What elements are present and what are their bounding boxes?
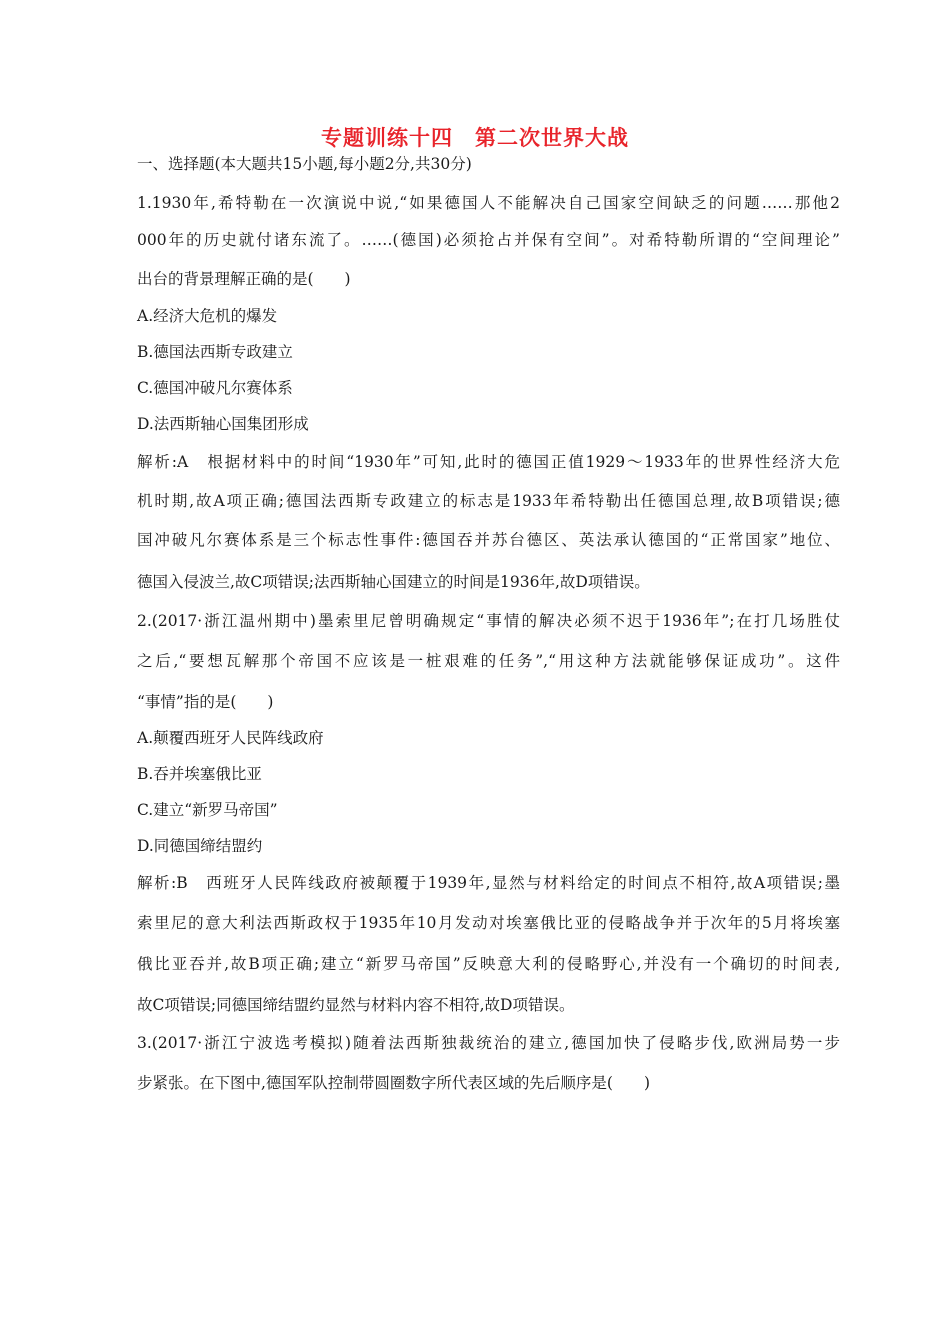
q1-analysis-line-1: 解析:A 根据材料中的时间“1930年”可知,此时的德国正值1929～1933年的世界性经济大危: [137, 453, 840, 471]
section-heading: 一、选择题(本大题共15小题,每小题2分,共30分): [137, 155, 472, 173]
q2-option-c: C.建立“新罗马帝国”: [137, 801, 278, 819]
q1-option-c: C.德国冲破凡尔赛体系: [137, 379, 293, 397]
q2-stem-line-2: 之后,“要想瓦解那个帝国不应该是一桩艰难的任务”,“用这种方法就能够保证成功”。这件: [137, 652, 840, 670]
q1-stem-line-3: 出台的背景理解正确的是( ): [137, 270, 351, 288]
q1-option-d: D.法西斯轴心国集团形成: [137, 415, 309, 433]
q2-analysis-line-2: 索里尼的意大利法西斯政权于1935年10月发动对埃塞俄比亚的侵略战争并于次年的5月将埃塞: [137, 914, 840, 932]
q2-analysis-line-3: 俄比亚吞并,故B项正确;建立“新罗马帝国”反映意大利的侵略野心,并没有一个确切的时间表,: [137, 955, 840, 973]
q1-option-b: B.德国法西斯专政建立: [137, 343, 293, 361]
q1-stem-line-1: 1.1930年,希特勒在一次演说中说,“如果德国人不能解决自己国家空间缺乏的问题……那他2: [137, 194, 840, 212]
q3-stem-line-2: 步紧张。在下图中,德国军队控制带圆圈数字所代表区域的先后顺序是( ): [137, 1074, 651, 1092]
q2-analysis-line-4: 故C项错误;同德国缔结盟约显然与材料内容不相符,故D项错误。: [137, 996, 575, 1014]
q2-stem-line-1: 2.(2017·浙江温州期中)墨索里尼曾明确规定“事情的解决必须不迟于1936年”;在打几场胜仗: [137, 612, 840, 630]
q3-stem-line-1: 3.(2017·浙江宁波选考模拟)随着法西斯独裁统治的建立,德国加快了侵略步伐,欧洲局势一步: [137, 1034, 840, 1052]
q2-analysis-line-1: 解析:B 西班牙人民阵线政府被颠覆于1939年,显然与材料给定的时间点不相符,故A项错误;墨: [137, 874, 840, 892]
q2-option-b: B.吞并埃塞俄比亚: [137, 765, 262, 783]
q1-option-a: A.经济大危机的爆发: [137, 307, 278, 325]
q2-option-a: A.颠覆西班牙人民阵线政府: [137, 729, 324, 747]
q1-analysis-line-4: 德国入侵波兰,故C项错误;法西斯轴心国建立的时间是1936年,故D项错误。: [137, 573, 650, 591]
document-title: 专题训练十四 第二次世界大战: [321, 125, 629, 150]
q1-stem-line-2: 000年的历史就付诸东流了。……(德国)必须抢占并保有空间”。对希特勒所谓的“空间理论”: [137, 231, 840, 249]
q2-option-d: D.同德国缔结盟约: [137, 837, 263, 855]
q2-stem-line-3: “事情”指的是( ): [137, 693, 274, 711]
q1-analysis-line-3: 国冲破凡尔赛体系是三个标志性事件:德国吞并苏台德区、英法承认德国的“正常国家”地位、: [137, 531, 840, 549]
q1-analysis-line-2: 机时期,故A项正确;德国法西斯专政建立的标志是1933年希特勒出任德国总理,故B项错误;德: [137, 492, 840, 510]
